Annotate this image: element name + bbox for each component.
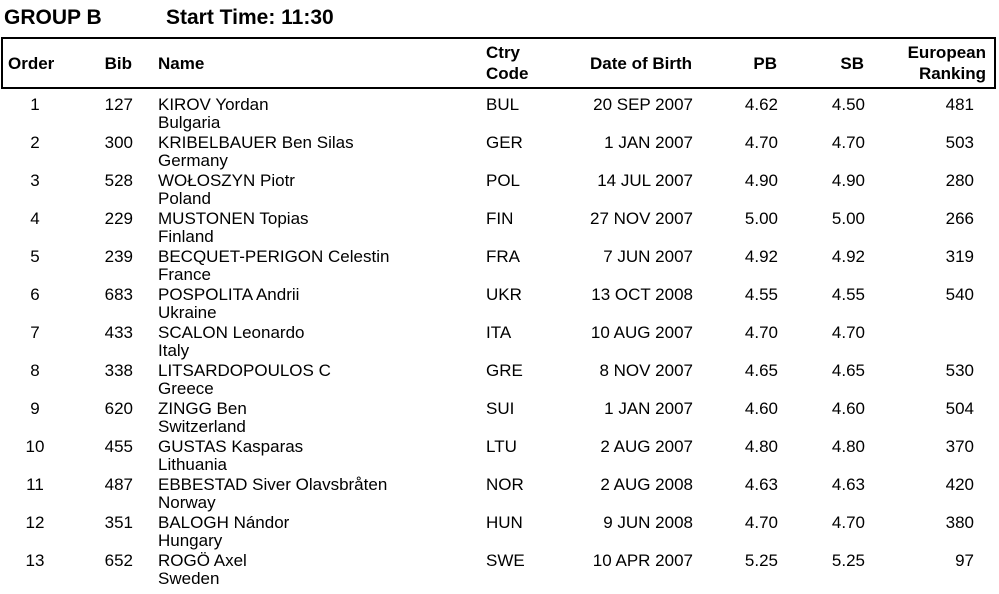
ranking-cell: 97 bbox=[955, 551, 974, 570]
pb-cell: 4.63 bbox=[744, 475, 778, 494]
header-pb: PB bbox=[753, 54, 777, 73]
athlete-country: Hungary bbox=[158, 531, 223, 550]
country-code-cell: GER bbox=[486, 133, 523, 152]
country-code-cell: SWE bbox=[486, 551, 525, 570]
dob-cell: 1 JAN 2007 bbox=[604, 399, 693, 418]
pb-cell: 4.65 bbox=[744, 361, 778, 380]
order-cell: 5 bbox=[30, 247, 40, 266]
ranking-cell: 380 bbox=[945, 513, 974, 532]
sb-cell: 4.92 bbox=[831, 247, 865, 266]
group-title: GROUP B bbox=[4, 6, 102, 29]
country-code-cell: GRE bbox=[486, 361, 523, 380]
pb-cell: 4.55 bbox=[744, 285, 778, 304]
athlete-country: Italy bbox=[158, 341, 190, 360]
pb-cell: 4.80 bbox=[744, 437, 778, 456]
sb-cell: 4.80 bbox=[831, 437, 865, 456]
dob-cell: 9 JUN 2008 bbox=[603, 513, 693, 532]
header-bib: Bib bbox=[104, 54, 132, 73]
table-row bbox=[0, 323, 999, 361]
ranking-cell: 540 bbox=[945, 285, 974, 304]
ranking-cell: 370 bbox=[945, 437, 974, 456]
sb-cell: 5.25 bbox=[831, 551, 865, 570]
table-row bbox=[0, 247, 999, 285]
sb-cell: 4.55 bbox=[831, 285, 865, 304]
bib-cell: 487 bbox=[104, 475, 133, 494]
athlete-country: Norway bbox=[158, 493, 216, 512]
athlete-country: Finland bbox=[158, 227, 214, 246]
bib-cell: 683 bbox=[104, 285, 133, 304]
dob-cell: 1 JAN 2007 bbox=[604, 133, 693, 152]
sb-cell: 5.00 bbox=[831, 209, 865, 228]
athlete-name: LITSARDOPOULOS C bbox=[158, 361, 331, 380]
table-row bbox=[0, 513, 999, 551]
athlete-name: ROGÖ Axel bbox=[158, 551, 247, 570]
pb-cell: 4.90 bbox=[744, 171, 778, 190]
order-cell: 3 bbox=[30, 171, 40, 190]
country-code-cell: FRA bbox=[486, 247, 520, 266]
table-row bbox=[0, 171, 999, 209]
country-code-cell: FIN bbox=[486, 209, 514, 228]
table-row bbox=[0, 361, 999, 399]
order-cell: 10 bbox=[25, 437, 45, 456]
country-code-cell: ITA bbox=[486, 323, 512, 342]
pb-cell: 5.25 bbox=[744, 551, 778, 570]
table-row bbox=[0, 475, 999, 513]
order-cell: 12 bbox=[25, 513, 45, 532]
athlete-name: POSPOLITA Andrii bbox=[158, 285, 300, 304]
country-code-cell: UKR bbox=[486, 285, 522, 304]
athlete-country: France bbox=[158, 265, 211, 284]
ranking-cell: 503 bbox=[945, 133, 974, 152]
sb-cell: 4.65 bbox=[831, 361, 865, 380]
order-cell: 2 bbox=[30, 133, 40, 152]
sb-cell: 4.60 bbox=[831, 399, 865, 418]
header-ctry-line2: Code bbox=[486, 64, 529, 83]
dob-cell: 20 SEP 2007 bbox=[593, 95, 693, 114]
bib-cell: 300 bbox=[104, 133, 133, 152]
table-row bbox=[0, 437, 999, 475]
ranking-cell: 280 bbox=[945, 171, 974, 190]
country-code-cell: BUL bbox=[486, 95, 520, 114]
pb-cell: 4.70 bbox=[744, 323, 778, 342]
order-cell: 11 bbox=[26, 475, 44, 494]
header-country-code bbox=[486, 42, 529, 84]
table-header bbox=[1, 37, 996, 89]
bib-cell: 433 bbox=[104, 323, 133, 342]
athlete-name: MUSTONEN Topias bbox=[158, 209, 309, 228]
pb-cell: 4.70 bbox=[744, 513, 778, 532]
header-rank-line2: Ranking bbox=[918, 64, 986, 83]
athlete-country: Poland bbox=[158, 189, 211, 208]
country-code-cell: HUN bbox=[486, 513, 523, 532]
athlete-country: Switzerland bbox=[158, 417, 246, 436]
bib-cell: 338 bbox=[104, 361, 133, 380]
table-row bbox=[0, 133, 999, 171]
sb-cell: 4.50 bbox=[831, 95, 865, 114]
athlete-name: WOŁOSZYN Piotr bbox=[158, 171, 295, 190]
header-ranking bbox=[908, 42, 986, 84]
bib-cell: 239 bbox=[104, 247, 133, 266]
ranking-cell: 266 bbox=[945, 209, 974, 228]
dob-cell: 7 JUN 2007 bbox=[603, 247, 693, 266]
country-code-cell: NOR bbox=[486, 475, 524, 494]
bib-cell: 127 bbox=[104, 95, 133, 114]
ranking-cell: 420 bbox=[945, 475, 974, 494]
dob-cell: 10 APR 2007 bbox=[592, 551, 693, 570]
pb-cell: 4.92 bbox=[744, 247, 778, 266]
athlete-country: Ukraine bbox=[158, 303, 217, 322]
athlete-country: Lithuania bbox=[158, 455, 228, 474]
pb-cell: 4.70 bbox=[744, 133, 778, 152]
ranking-cell: 530 bbox=[945, 361, 974, 380]
athlete-country: Germany bbox=[158, 151, 228, 170]
bib-cell: 455 bbox=[104, 437, 133, 456]
dob-cell: 14 JUL 2007 bbox=[597, 171, 693, 190]
athlete-name: SCALON Leonardo bbox=[158, 323, 305, 342]
athlete-country: Greece bbox=[158, 379, 214, 398]
sb-cell: 4.90 bbox=[831, 171, 865, 190]
ranking-cell: 319 bbox=[945, 247, 974, 266]
start-time: Start Time: 11:30 bbox=[166, 6, 334, 29]
pb-cell: 5.00 bbox=[744, 209, 778, 228]
start-list-rows bbox=[0, 95, 999, 589]
order-cell: 6 bbox=[30, 285, 40, 304]
header-dob: Date of Birth bbox=[590, 54, 692, 73]
bib-cell: 229 bbox=[104, 209, 133, 228]
table-row bbox=[0, 209, 999, 247]
athlete-name: ZINGG Ben bbox=[158, 399, 247, 418]
header-rank-line1: European bbox=[907, 43, 986, 62]
athlete-country: Sweden bbox=[158, 569, 220, 588]
table-row bbox=[0, 95, 999, 133]
sb-cell: 4.70 bbox=[831, 133, 865, 152]
ranking-cell: 481 bbox=[945, 95, 974, 114]
country-code-cell: POL bbox=[486, 171, 521, 190]
header-name: Name bbox=[158, 54, 205, 73]
athlete-country: Bulgaria bbox=[158, 113, 221, 132]
dob-cell: 27 NOV 2007 bbox=[589, 209, 693, 228]
country-code-cell: SUI bbox=[486, 399, 515, 418]
order-cell: 1 bbox=[30, 95, 40, 114]
pb-cell: 4.62 bbox=[744, 95, 778, 114]
sb-cell: 4.63 bbox=[831, 475, 865, 494]
sb-cell: 4.70 bbox=[831, 513, 865, 532]
dob-cell: 13 OCT 2008 bbox=[591, 285, 693, 304]
table-row bbox=[0, 399, 999, 437]
table-row bbox=[0, 551, 999, 589]
dob-cell: 2 AUG 2007 bbox=[600, 437, 693, 456]
bib-cell: 652 bbox=[104, 551, 133, 570]
country-code-cell: LTU bbox=[486, 437, 517, 456]
header-sb: SB bbox=[840, 54, 864, 73]
athlete-name: KRIBELBAUER Ben Silas bbox=[158, 133, 354, 152]
order-cell: 9 bbox=[30, 399, 40, 418]
athlete-name: EBBESTAD Siver Olavsbråten bbox=[158, 475, 388, 494]
order-cell: 8 bbox=[30, 361, 40, 380]
ranking-cell: 504 bbox=[945, 399, 974, 418]
dob-cell: 10 AUG 2007 bbox=[590, 323, 693, 342]
pb-cell: 4.60 bbox=[744, 399, 778, 418]
bib-cell: 528 bbox=[104, 171, 133, 190]
table-row bbox=[0, 285, 999, 323]
athlete-name: KIROV Yordan bbox=[158, 95, 269, 114]
athlete-name: GUSTAS Kasparas bbox=[158, 437, 304, 456]
bib-cell: 620 bbox=[104, 399, 133, 418]
athlete-name: BALOGH Nándor bbox=[158, 513, 290, 532]
order-cell: 4 bbox=[30, 209, 40, 228]
sb-cell: 4.70 bbox=[831, 323, 865, 342]
header-ctry-line1: Ctry bbox=[486, 43, 521, 62]
header-order: Order bbox=[8, 54, 55, 73]
dob-cell: 2 AUG 2008 bbox=[600, 475, 693, 494]
dob-cell: 8 NOV 2007 bbox=[599, 361, 693, 380]
athlete-name: BECQUET-PERIGON Celestin bbox=[158, 247, 390, 266]
order-cell: 7 bbox=[30, 323, 40, 342]
bib-cell: 351 bbox=[104, 513, 133, 532]
order-cell: 13 bbox=[25, 551, 45, 570]
